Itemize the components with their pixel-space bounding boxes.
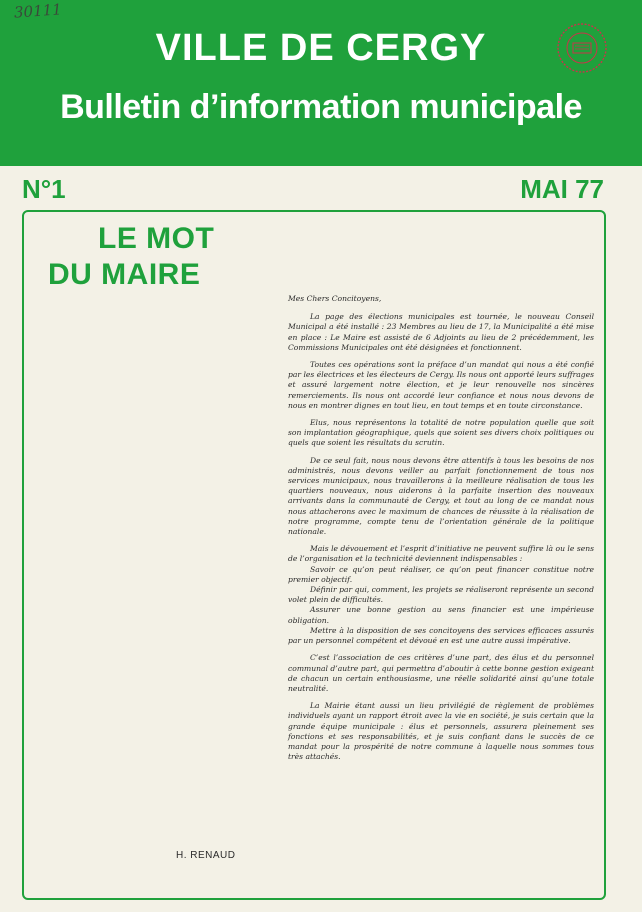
letter-paragraph: C’est l’association de ces critères d’une part, des élus et du personnel communal d’autre part, qui permettra d’aboutir à cette bonne gestion exigeant de chacun un certain enthousiasme, une réelle solidarité ainsi qu’une totale neutralité.: [288, 653, 594, 693]
letter-paragraph: Mais le dévouement et l’esprit d’initiative ne peuvent suffire là ou le sens de l’organisation et la technicité deviennent indispensables :: [288, 544, 594, 564]
mayor-letter: [288, 294, 594, 769]
letter-paragraph: La Mairie étant aussi un lieu privilégié de règlement de problèmes individuels ayant un rapport étroit avec la vie en société, je suis certain que la grande équipe municipale : élus et personnels, assurera pleinement ses fonctions et ses responsabilités, et je suis confiant dans le succès de ce mandat pour la prospérité de notre commune à laquelle nous sommes tous très attachés.: [288, 701, 594, 762]
issue-number: N°1: [22, 174, 66, 204]
letter-paragraph: Toutes ces opérations sont la préface d’un mandat qui nous a été confié par les électrices et les électeurs de Cergy. Ils nous ont apporté leurs suffrages et assuré largement notre élection, et je leur renouvelle nos sincères remerciements. Ils nous ont accordé leur confiance et nous nous devons de nous en montrer dignes en tout lieu, en tout temps et en toute circonstance.: [288, 360, 594, 410]
mayor-signature: H. RENAUD: [176, 850, 236, 861]
issue-date: MAI 77: [520, 174, 604, 204]
article-heading-line1: LE MOT: [98, 222, 215, 255]
letter-paragraph: Assurer une bonne gestion au sens financier est une impérieuse obligation.: [288, 605, 594, 625]
letter-paragraph: La page des élections municipales est tournée, le nouveau Conseil Municipal a été installé : 23 Membres au lieu de 17, la Municipalité a été mise en place : Le Maire est assisté de 6 Adjoints au lieu de 2 précédemment, les Commissions Municipales ont été désignées et fonctionnent.: [288, 312, 594, 352]
letter-salutation: Mes Chers Concitoyens,: [288, 294, 382, 303]
newsletter-subtitle: Bulletin d’information municipale: [60, 88, 582, 126]
masthead: [0, 0, 642, 166]
letter-paragraph: De ce seul fait, nous nous devons être attentifs à tous les besoins de nos administrés, nous devons veiller au parfait fonctionnement de tous nos services municipaux, nous travaillerons à la meilleure réalisation de tous les quartiers nouveaux, nous aiderons à la parfaite insertion des nouveaux arrivants dans la communauté de Cergy, et tout au long de ce mandat nous nous attacherons avec le maximum de chances de réussite à la réalisation de notre programme, compte tenu de l’orientation générale de la politique nationale.: [288, 455, 594, 537]
letter-paragraph: Savoir ce qu’on peut réaliser, ce qu’on peut financer constitue notre premier objectif.: [288, 564, 594, 584]
article-heading-line2: DU MAIRE: [48, 258, 201, 291]
newsletter-city-title: VILLE DE CERGY: [155, 27, 487, 69]
letter-paragraph: Elus, nous représentons la totalité de notre population quelle que soit son implantation géographique, quels que soient ses divers choix politiques ou quels que soient les résultats du scrutin.: [288, 418, 594, 448]
letter-paragraph: Définir par qui, comment, les projets se réaliseront représente un second volet plein de difficultés.: [288, 585, 594, 605]
archive-stamp-icon: [556, 22, 608, 74]
handwritten-reference: 30111: [13, 0, 63, 22]
letter-paragraph: Mettre à la disposition de ses concitoyens des services efficaces assurés par un personnel compétent et dévoué en est une autre aussi impérative.: [288, 625, 594, 646]
